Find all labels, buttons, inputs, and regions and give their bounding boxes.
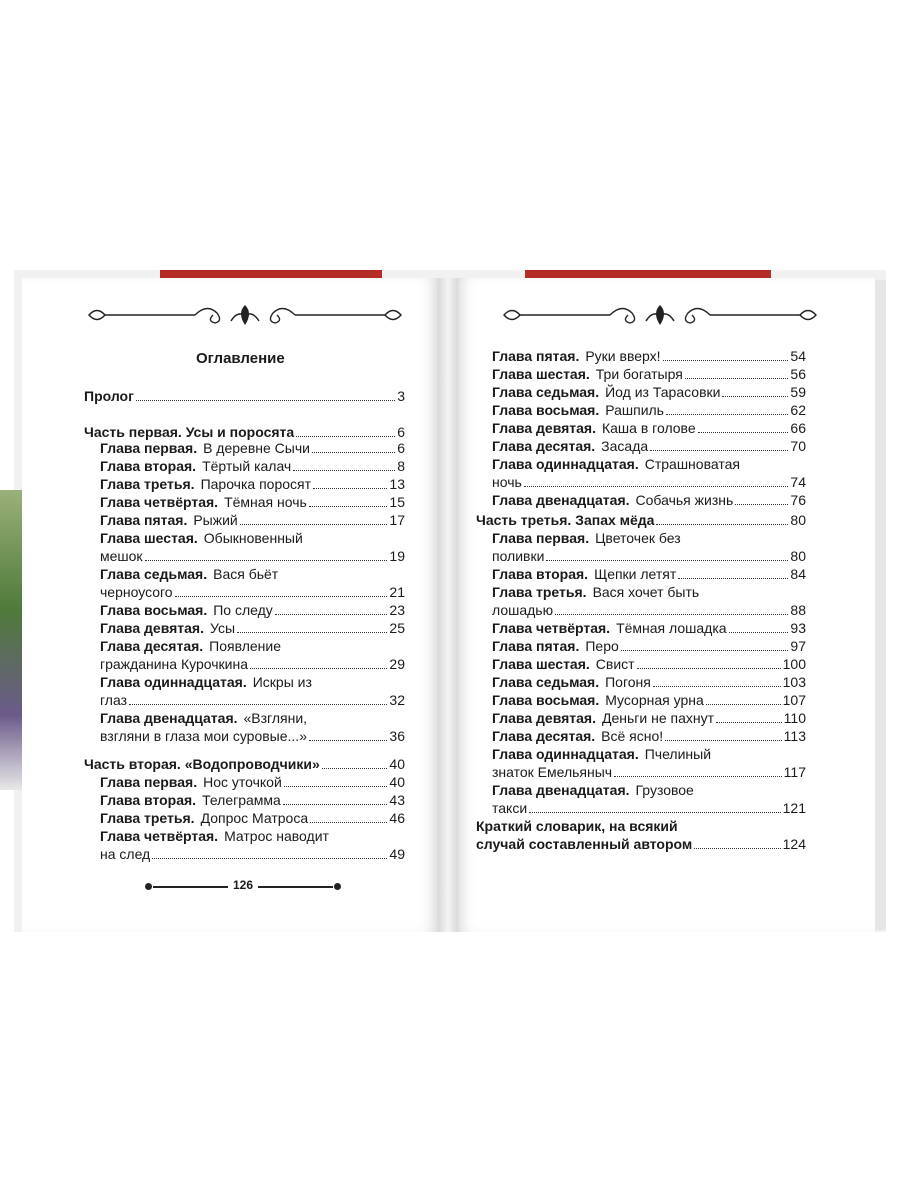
dot-leader (678, 578, 788, 579)
toc-part-entry (84, 388, 405, 405)
dot-leader (310, 822, 387, 823)
page-ref: 74 (790, 474, 806, 490)
chapter-title: Руки вверх! (585, 348, 661, 364)
page-ref: 59 (790, 384, 806, 400)
toc-part-entry (84, 424, 405, 441)
chapter-title: Свист (595, 656, 635, 672)
toc-part-title: Часть третья. Запах мёда (476, 512, 655, 528)
toc-chapter-entry (492, 620, 806, 637)
dot-leader (296, 436, 395, 437)
dot-leader (546, 560, 788, 561)
toc-entry-first-line (492, 782, 694, 799)
page-ref: 110 (783, 710, 806, 726)
toc-chapter-label (100, 458, 291, 475)
toc-entry-continuation (492, 602, 806, 619)
chapter-number: Глава вторая. (100, 792, 197, 808)
chapter-title: Допрос Матроса (200, 810, 309, 826)
toc-chapter-label (492, 348, 661, 365)
toc-part-title: Часть первая. Усы и поросята (84, 424, 295, 440)
toc-chapter-entry (100, 620, 405, 637)
toc-chapter-label (492, 710, 714, 727)
chapter-title: Собачья жизнь (635, 492, 734, 508)
toc-entry-first-line (492, 530, 681, 547)
chapter-title: Каша в голове (601, 420, 696, 436)
page-ref: 15 (389, 494, 405, 510)
chapter-number: Глава третья. (100, 810, 195, 826)
page-number-footer (145, 878, 341, 894)
page-ref: 113 (783, 728, 806, 744)
toc-chapter-entry (100, 602, 405, 619)
toc-chapter-label (492, 566, 676, 583)
chapter-title: Матрос наводит (224, 828, 329, 844)
page-ref: 23 (389, 602, 405, 618)
toc-title: Оглавление (196, 350, 285, 367)
toc-entry-first-line (100, 710, 307, 727)
toc-entry-first-line (100, 828, 329, 845)
chapter-title: Тёртый калач (202, 458, 292, 474)
chapter-number: Глава седьмая. (100, 566, 208, 582)
chapter-title: Деньги не пахнут (601, 710, 715, 726)
dot-leader (698, 432, 789, 433)
toc-part-entry (476, 512, 806, 529)
toc-entry-continuation (100, 846, 405, 863)
page-ref: 70 (790, 438, 806, 454)
toc-chapter-entry (492, 348, 806, 365)
page-ref: 46 (389, 810, 405, 826)
toc-chapter-entry (492, 674, 806, 691)
dot-leader (614, 776, 782, 777)
toc-continuation-text: поливки (492, 548, 545, 564)
toc-chapter-entry (492, 566, 806, 583)
toc-entry-continuation (100, 548, 405, 565)
toc-chapter-label (100, 512, 238, 529)
chapter-title: Рыжий (193, 512, 238, 528)
chapter-number: Глава шестая. (492, 366, 590, 382)
toc-entry-continuation (100, 728, 405, 745)
footer-rule-right (258, 886, 333, 888)
dot-leader (322, 768, 388, 769)
chapter-title: Вася хочет быть (592, 584, 700, 600)
page-ref: 80 (790, 512, 806, 528)
page-ref: 121 (782, 800, 806, 816)
dot-leader (250, 668, 387, 669)
toc-entry-first-line (492, 746, 711, 763)
chapter-number: Глава десятая. (100, 638, 204, 654)
toc-chapter-entry (492, 656, 806, 673)
toc-chapter-entry (100, 440, 405, 457)
dot-leader (145, 560, 388, 561)
dot-leader (650, 450, 788, 451)
dot-leader (722, 396, 788, 397)
chapter-number: Глава одиннадцатая. (492, 746, 639, 762)
dot-leader (275, 614, 388, 615)
chapter-title: Телеграмма (202, 792, 281, 808)
toc-continuation-text: мешок (100, 548, 143, 564)
page-ref: 40 (389, 756, 405, 772)
dot-leader (621, 650, 789, 651)
dot-leader (685, 378, 789, 379)
chapter-title: Мусорная урна (605, 692, 704, 708)
chapter-number: Глава одиннадцатая. (492, 456, 639, 472)
toc-entry-first-line (100, 638, 281, 655)
page-ref: 124 (782, 836, 806, 852)
toc-chapter-label (100, 810, 308, 827)
toc-entry-first-line (100, 674, 312, 691)
page-ref: 19 (389, 548, 405, 564)
toc-continuation-text: лошадью (492, 602, 554, 618)
chapter-title: Тёмная ночь (224, 494, 307, 510)
dot-leader (653, 686, 781, 687)
dot-leader (313, 488, 387, 489)
toc-continuation-text: глаз (100, 692, 128, 708)
dot-leader (656, 524, 788, 525)
toc-continuation-text: взгляни в глаза мои суровые...» (100, 728, 307, 744)
dot-leader (309, 506, 388, 507)
chapter-title: Погоня (605, 674, 651, 690)
dot-leader (729, 632, 789, 633)
toc-chapter-entry (492, 366, 806, 383)
chapter-title: Перо (585, 638, 619, 654)
page-ref: 93 (790, 620, 806, 636)
chapter-title: Искры из (252, 674, 312, 690)
dot-leader (716, 722, 782, 723)
chapter-number: Глава вторая. (100, 458, 197, 474)
toc-continuation-text: гражданина Курочкина (100, 656, 248, 672)
dot-leader (136, 400, 395, 401)
page-ref: 13 (389, 476, 405, 492)
toc-chapter-label (492, 620, 727, 637)
page-ref: 21 (389, 584, 405, 600)
page-ref: 97 (790, 638, 806, 654)
dot-leader (694, 848, 780, 849)
dot-leader (663, 360, 789, 361)
toc-entry-first-line (476, 818, 678, 835)
dot-leader (637, 668, 781, 669)
toc-chapter-entry (100, 774, 405, 791)
chapter-number: Глава первая. (100, 774, 198, 790)
toc-chapter-entry (492, 384, 806, 401)
dot-leader (706, 704, 781, 705)
chapter-title: Всё ясно! (601, 728, 664, 744)
chapter-title: Пчелиный (644, 746, 712, 762)
page-ref: 80 (790, 548, 806, 564)
chapter-title: Цветочек без (595, 530, 681, 546)
toc-entry-first-line (100, 566, 278, 583)
chapter-title: Обыкновенный (203, 530, 303, 546)
toc-continuation-text: такси (492, 800, 528, 816)
chapter-title: По следу (213, 602, 273, 618)
chapter-title: Грузовое (635, 782, 694, 798)
toc-chapter-entry (492, 728, 806, 745)
page-ref: 43 (389, 792, 405, 808)
toc-chapter-label (492, 638, 619, 655)
chapter-title: «Взгляни, (243, 710, 308, 726)
page-ref: 8 (397, 458, 405, 474)
toc-entry-continuation (476, 836, 806, 853)
toc-continuation-text: ночь (492, 474, 522, 490)
chapter-number: Глава двенадцатая. (492, 492, 630, 508)
dot-leader (293, 470, 395, 471)
chapter-number: Глава восьмая. (492, 692, 600, 708)
toc-chapter-entry (492, 438, 806, 455)
toc-chapter-entry (492, 492, 806, 509)
dot-leader (283, 804, 388, 805)
chapter-number: Глава девятая. (492, 420, 596, 436)
toc-part-title: Краткий словарик, на всякий (476, 818, 678, 834)
page-ref: 100 (782, 656, 806, 672)
chapter-number: Глава двенадцатая. (492, 782, 630, 798)
page-ref: 117 (783, 764, 806, 780)
cover-edge-illustration (0, 490, 22, 790)
toc-continuation-text: на след (100, 846, 151, 862)
toc-continuation-text: знаток Емельяныч (492, 764, 613, 780)
dot-leader (529, 812, 780, 813)
page-ref: 17 (389, 512, 405, 528)
dot-leader (175, 596, 388, 597)
chapter-number: Глава третья. (100, 476, 195, 492)
page-ref: 29 (389, 656, 405, 672)
chapter-title: Парочка поросят (200, 476, 312, 492)
toc-chapter-label (100, 494, 307, 511)
chapter-number: Глава десятая. (492, 728, 596, 744)
dot-leader (555, 614, 788, 615)
page-ref: 103 (782, 674, 806, 690)
dot-leader (284, 786, 388, 787)
toc-entry-first-line (100, 530, 303, 547)
chapter-title: Рашпиль (605, 402, 664, 418)
toc-entry-continuation (492, 548, 806, 565)
toc-chapter-entry (492, 692, 806, 709)
chapter-number: Глава девятая. (492, 710, 596, 726)
chapter-number: Глава восьмая. (492, 402, 600, 418)
toc-continuation-text: случай составленный автором (476, 836, 693, 852)
chapter-number: Глава десятая. (492, 438, 596, 454)
page-ref: 88 (790, 602, 806, 618)
toc-chapter-entry (100, 494, 405, 511)
toc-chapter-label (492, 402, 664, 419)
toc-entry-continuation (100, 692, 405, 709)
book-gutter (438, 278, 458, 932)
page-ref: 49 (389, 846, 405, 862)
chapter-number: Глава седьмая. (492, 674, 600, 690)
toc-chapter-label (100, 602, 273, 619)
chapter-title: Нос уточкой (203, 774, 282, 790)
chapter-number: Глава девятая. (100, 620, 204, 636)
toc-continuation-text: черноусого (100, 584, 173, 600)
page-ref: 36 (389, 728, 405, 744)
page-ref: 54 (790, 348, 806, 364)
page-number: 126 (232, 878, 254, 892)
chapter-number: Глава шестая. (492, 656, 590, 672)
toc-entry-continuation (100, 584, 405, 601)
chapter-title: Усы (209, 620, 236, 636)
toc-chapter-entry (492, 638, 806, 655)
page-ref: 32 (389, 692, 405, 708)
chapter-number: Глава пятая. (100, 512, 188, 528)
toc-chapter-entry (492, 420, 806, 437)
toc-chapter-entry (100, 810, 405, 827)
toc-chapter-label (100, 476, 311, 493)
chapter-title: В деревне Сычи (203, 440, 310, 456)
toc-chapter-label (100, 774, 282, 791)
page-ref: 84 (790, 566, 806, 582)
page-ref: 62 (790, 402, 806, 418)
chapter-title: Три богатыря (595, 366, 683, 382)
toc-chapter-label (492, 384, 720, 401)
chapter-title: Щепки летят (594, 566, 677, 582)
toc-chapter-label (492, 492, 733, 509)
dot-leader (524, 486, 789, 487)
chapter-number: Глава первая. (100, 440, 198, 456)
toc-part-title: Часть вторая. «Водопроводчики» (84, 756, 320, 772)
dot-leader (129, 704, 387, 705)
chapter-number: Глава седьмая. (492, 384, 600, 400)
chapter-number: Глава четвёртая. (100, 828, 219, 844)
page-ref: 3 (397, 388, 405, 404)
chapter-title: Засада (601, 438, 649, 454)
chapter-number: Глава четвёртая. (492, 620, 611, 636)
toc-chapter-entry (100, 792, 405, 809)
dot-leader (735, 504, 788, 505)
toc-chapter-label (100, 792, 281, 809)
chapter-number: Глава восьмая. (100, 602, 208, 618)
chapter-number: Глава третья. (492, 584, 587, 600)
toc-chapter-label (492, 674, 651, 691)
toc-chapter-entry (492, 402, 806, 419)
chapter-number: Глава шестая. (100, 530, 198, 546)
toc-chapter-label (492, 656, 635, 673)
page-ref: 56 (790, 366, 806, 382)
toc-chapter-label (492, 692, 704, 709)
toc-chapter-label (100, 440, 310, 457)
dot-leader (237, 632, 387, 633)
chapter-title: Страшноватая (644, 456, 740, 472)
toc-chapter-entry (100, 512, 405, 529)
chapter-title: Вася бьёт (213, 566, 279, 582)
dot-leader (240, 524, 388, 525)
toc-chapter-entry (100, 458, 405, 475)
footer-dot-right (334, 883, 341, 890)
chapter-number: Глава четвёртая. (100, 494, 219, 510)
dot-leader (312, 452, 395, 453)
chapter-number: Глава вторая. (492, 566, 589, 582)
dot-leader (665, 740, 781, 741)
toc-chapter-label (492, 438, 648, 455)
chapter-number: Глава первая. (492, 530, 590, 546)
page-ref: 76 (790, 492, 806, 508)
ornament-divider-right (500, 301, 820, 329)
chapter-number: Глава пятая. (492, 638, 580, 654)
dot-leader (309, 740, 387, 741)
toc-entry-continuation (100, 656, 405, 673)
dot-leader (152, 858, 387, 859)
toc-entry-continuation (492, 764, 806, 781)
page-ref: 66 (790, 420, 806, 436)
chapter-title: Йод из Тарасовки (605, 384, 721, 400)
page-ref: 40 (389, 774, 405, 790)
toc-chapter-label (492, 728, 663, 745)
toc-chapter-entry (492, 710, 806, 727)
toc-part-title: Пролог (84, 388, 134, 404)
ornament-divider-left (85, 301, 405, 329)
chapter-title: Тёмная лошадка (616, 620, 727, 636)
chapter-number: Глава одиннадцатая. (100, 674, 247, 690)
page-ref: 107 (782, 692, 806, 708)
toc-chapter-label (492, 420, 696, 437)
chapter-number: Глава двенадцатая. (100, 710, 238, 726)
chapter-number: Глава пятая. (492, 348, 580, 364)
toc-entry-continuation (492, 800, 806, 817)
toc-part-entry (84, 756, 405, 773)
dot-leader (666, 414, 788, 415)
toc-chapter-label (100, 620, 235, 637)
page-ref: 25 (389, 620, 405, 636)
toc-entry-continuation (492, 474, 806, 491)
toc-entry-first-line (492, 456, 740, 473)
chapter-title: Появление (209, 638, 282, 654)
toc-chapter-entry (100, 476, 405, 493)
toc-chapter-label (492, 366, 683, 383)
toc-entry-first-line (492, 584, 699, 601)
page-ref: 6 (397, 440, 405, 456)
page-ref: 6 (397, 424, 405, 440)
